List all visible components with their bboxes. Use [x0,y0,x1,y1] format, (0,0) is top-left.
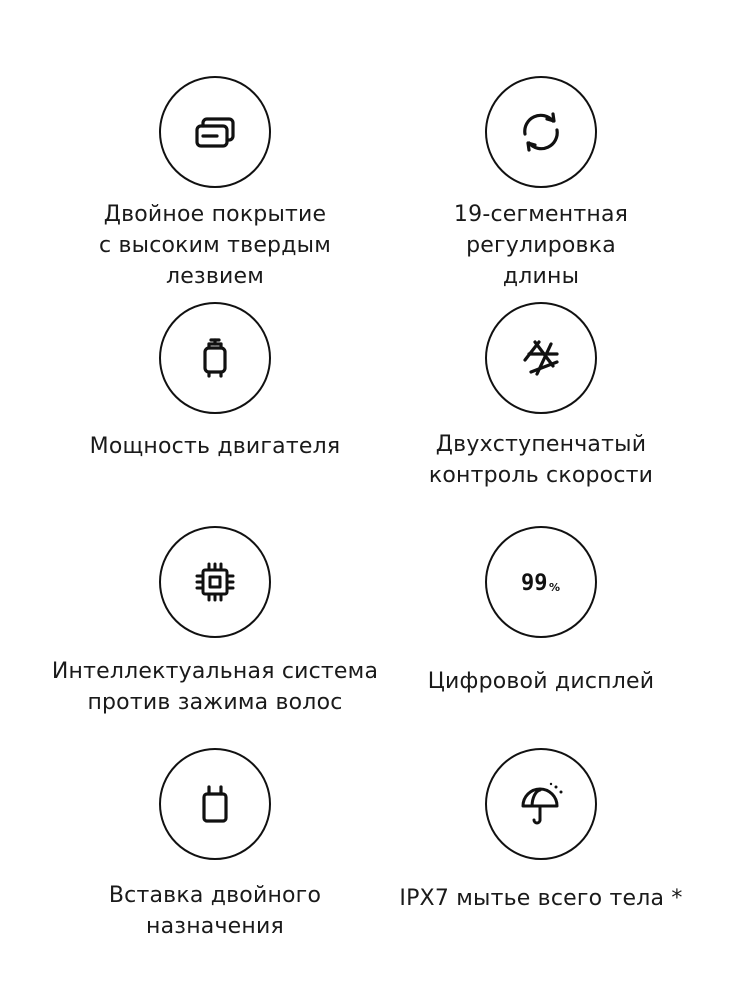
feature-speed-control [371,302,711,491]
feature-anti-pinch-system [45,526,385,718]
feature-label: Цифровой дисплей [427,669,655,694]
feature-dual-coating-blade [45,76,385,292]
dual-purpose-plug-icon [187,776,243,832]
feature-dual-purpose-plug [45,748,385,942]
chip-icon [187,554,243,610]
feature-label: Мощность двигателя [89,434,341,459]
feature-motor-power [45,302,385,462]
feature-label: Двойное покрытие с высоким твердым лезвием [98,202,331,289]
feature-label: Двухступенчатый контроль скорости [428,432,654,488]
feature-icon-circle [485,302,597,414]
feature-digital-display [371,526,711,697]
feature-label: 19-сегментная регулировка длины [453,202,629,289]
aperture-icon [513,330,569,386]
feature-ipx7-waterproof [371,748,711,914]
digital-display-icon [513,554,569,610]
feature-icon-circle [159,748,271,860]
feature-icon-circle [159,76,271,188]
display-percent: % [549,581,561,594]
feature-icon-circle [485,76,597,188]
feature-icon-circle [159,302,271,414]
display-digits: 99 [521,571,548,596]
circular-arrows-icon [513,104,569,160]
feature-icon-circle [485,748,597,860]
feature-length-adjustment [371,76,711,292]
motor-icon [187,330,243,386]
feature-label: Интеллектуальная система против зажима волос [51,659,379,715]
umbrella-rain-icon [513,776,569,832]
dual-blade-icon [187,104,243,160]
feature-label: Вставка двойного назначения [108,883,322,939]
feature-label: IPX7 мытье всего тела * [399,886,683,911]
feature-icon-circle [159,526,271,638]
feature-icon-circle [485,526,597,638]
